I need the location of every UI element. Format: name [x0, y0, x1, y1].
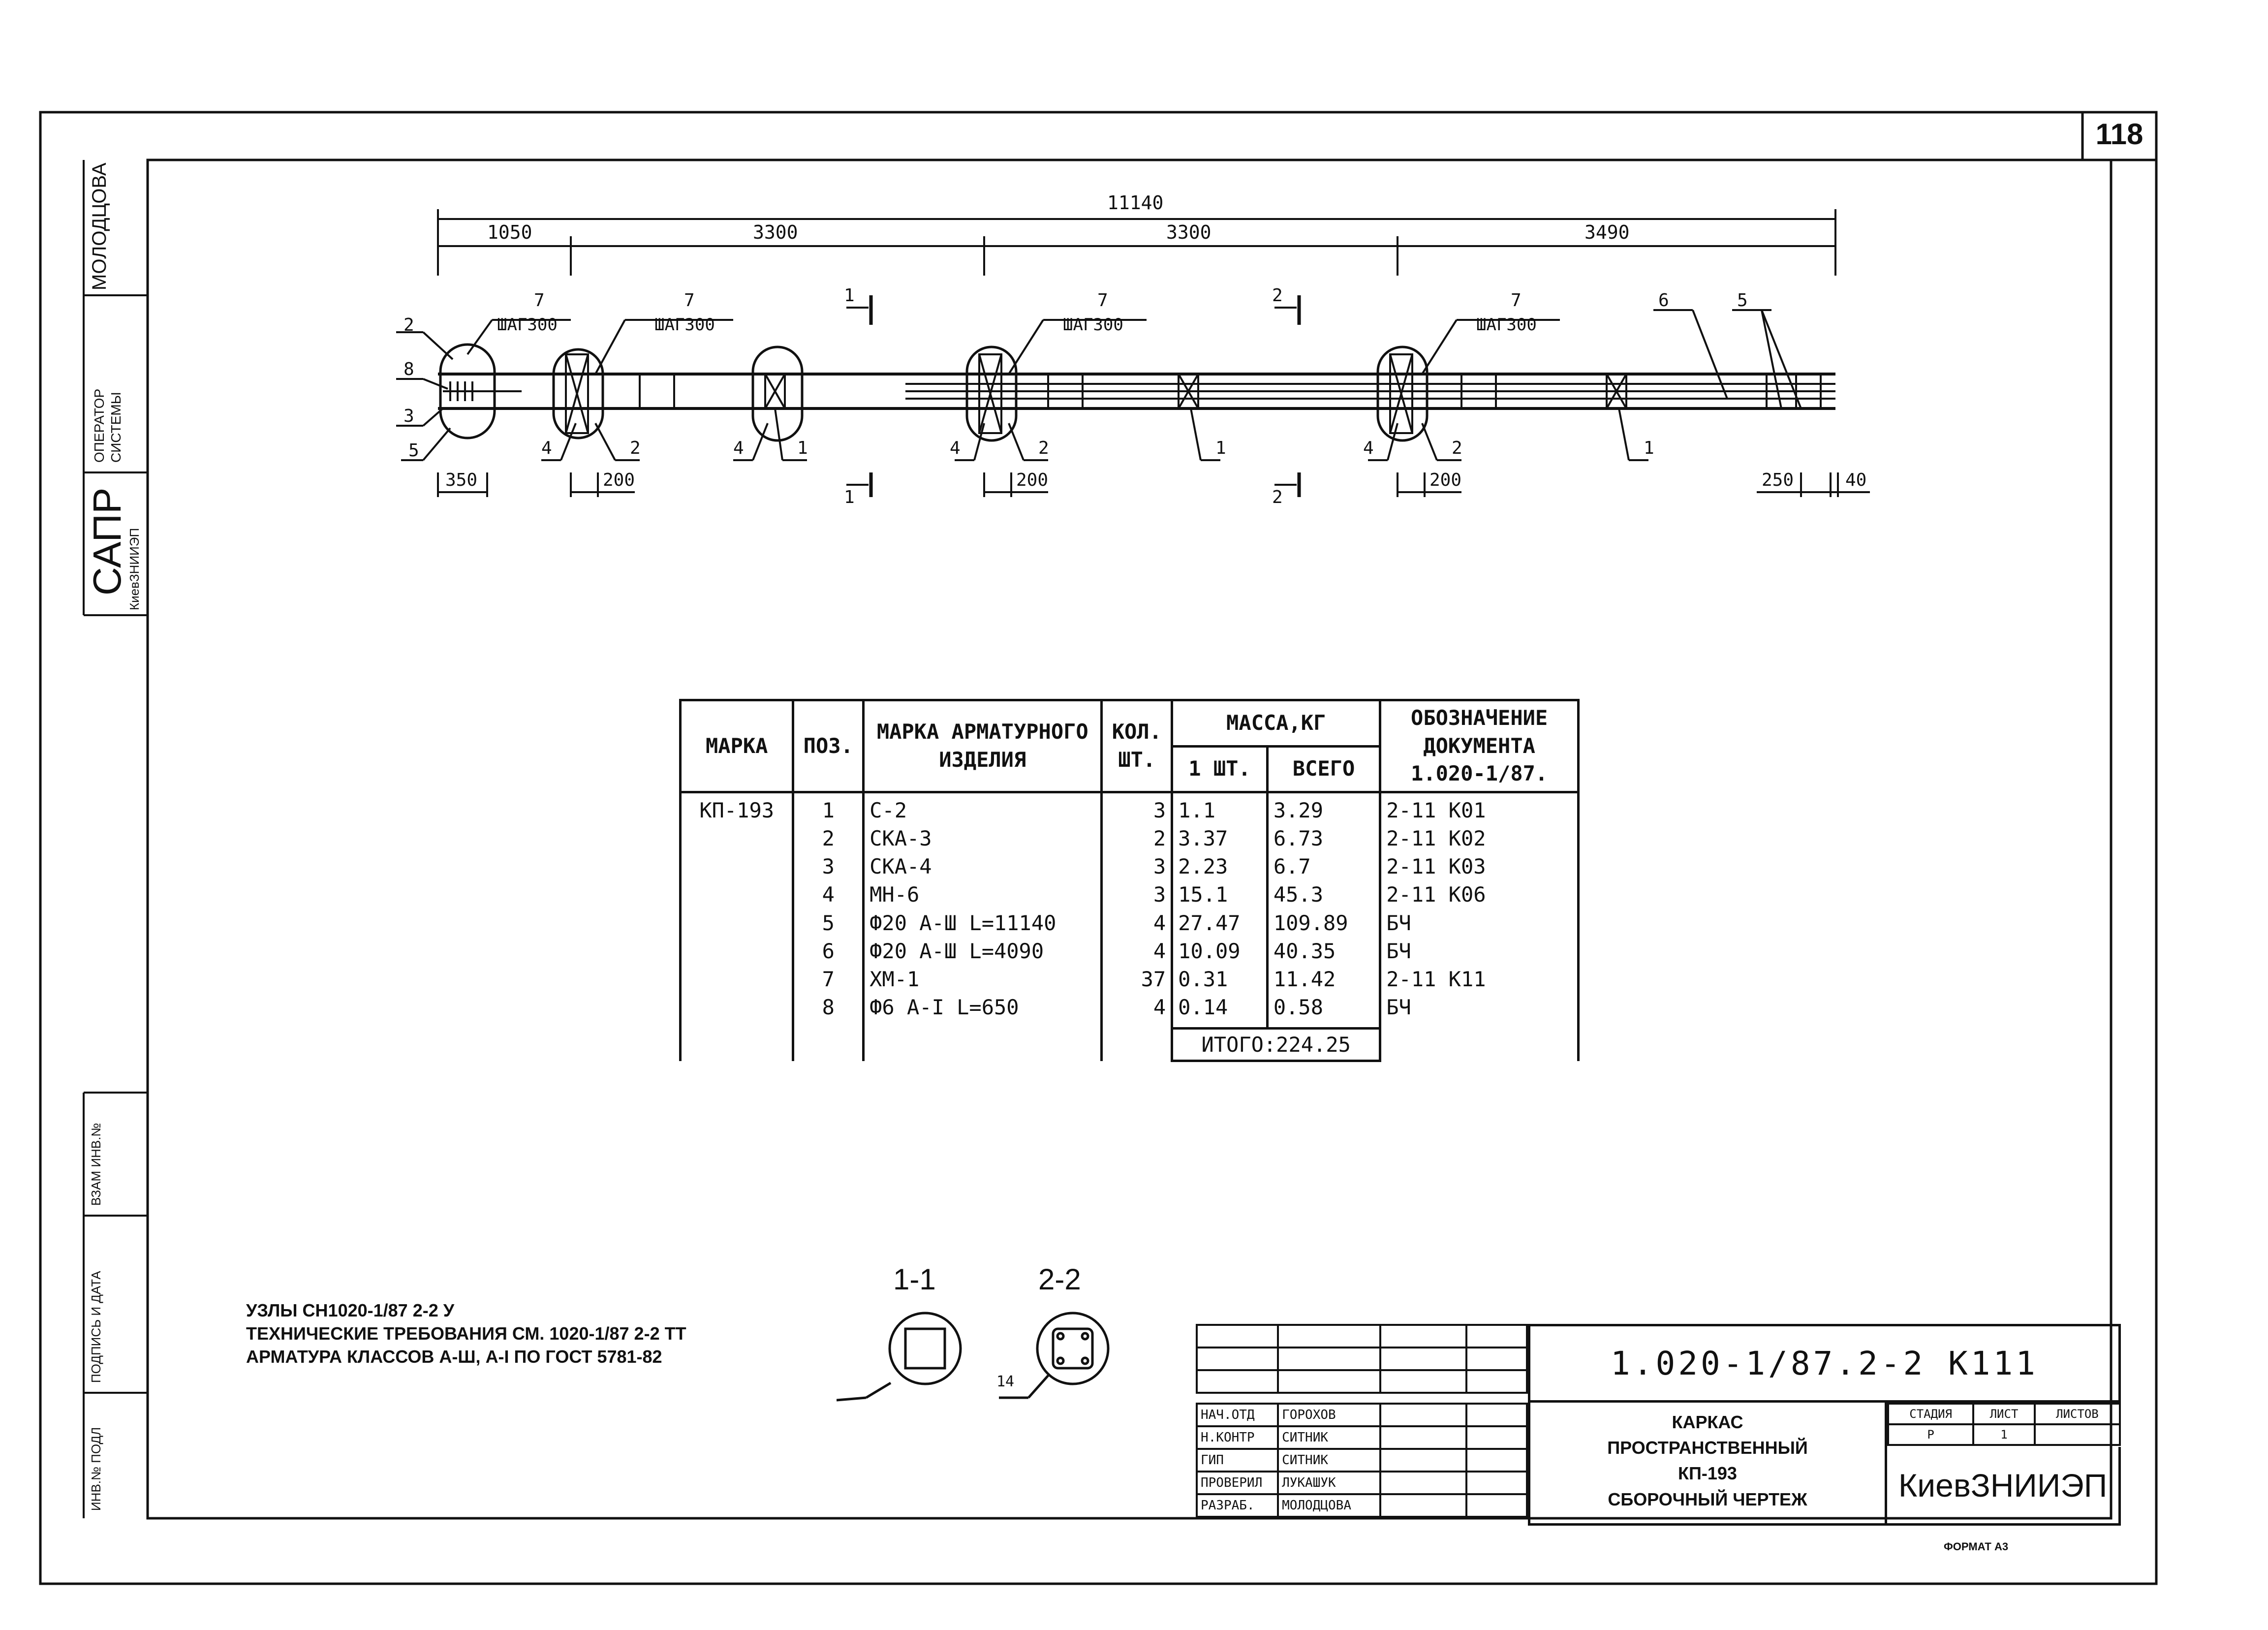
- callout-6: 6: [1658, 290, 1669, 311]
- col-item: С-2 СКА-3 СКА-4 МН-6 Ф20 А-Ш L=11140 Ф20 А-Ш L=4090 ХМ-1 Ф6 А-I L=650: [864, 792, 1102, 1061]
- callout-2b: 2: [1038, 438, 1049, 458]
- dim-bottom-3: 200: [1016, 470, 1049, 490]
- callout-2-left: 2: [404, 315, 414, 335]
- dim-bottom-1: 350: [445, 470, 478, 490]
- dim-bottom-2: 200: [603, 470, 635, 490]
- strip-sapr-sub: КиевЗНИИЭП: [127, 528, 142, 610]
- cut-mark-2-bottom: 2: [1272, 487, 1283, 507]
- callout-8: 8: [404, 359, 414, 379]
- pitch-label-b: ШАГ300: [654, 315, 715, 335]
- cage-elevation: [0, 0, 2268, 541]
- specification-table: [679, 699, 1580, 1062]
- col-pos: 1 2 3 4 5 6 7 8: [793, 792, 864, 1061]
- dim-seg-1: 1050: [487, 221, 532, 243]
- callout-2a: 2: [630, 438, 641, 458]
- section-1-1-label: 1-1: [893, 1263, 936, 1296]
- dim-overall: 11140: [1107, 192, 1164, 214]
- strip-sign-date: ПОДПИСЬ И ДАТА: [89, 1271, 103, 1383]
- callout-5-left: 5: [408, 440, 419, 461]
- stamp-grid-top: [1196, 1324, 1528, 1394]
- format-label: ФОРМАТ А3: [1944, 1540, 2009, 1553]
- dim-seg-3: 3300: [1166, 221, 1212, 243]
- strip-sapr: САПР: [85, 487, 129, 596]
- hdr-mass: МАССА,КГ: [1172, 700, 1380, 747]
- cut-mark-1-top: 1: [844, 285, 855, 306]
- callout-2c: 2: [1452, 438, 1462, 458]
- callout-7a: 7: [534, 290, 545, 311]
- cell-total: ИТОГО:224.25: [1172, 1029, 1380, 1061]
- dim-bottom-6: 40: [1845, 470, 1867, 490]
- hdr-qty: КОЛ. ШТ.: [1102, 700, 1172, 792]
- cut-mark-2-top: 2: [1272, 285, 1283, 306]
- col-doc: 2-11 К01 2-11 К02 2-11 К03 2-11 К06 БЧ БЧ 2-11 К11 БЧ: [1380, 792, 1579, 1061]
- pitch-label-c: ШАГ300: [1063, 315, 1123, 335]
- document-code: 1.020-1/87.2-2 К111: [1528, 1324, 2121, 1403]
- hdr-doc: ОБОЗНАЧЕНИЕ ДОКУМЕНТА 1.020-1/87.: [1380, 700, 1579, 792]
- callout-1a: 1: [797, 438, 808, 458]
- dim-bottom-4: 200: [1429, 470, 1462, 490]
- cell-marka: КП-193: [681, 792, 793, 1061]
- hdr-mass-one: 1 ШТ.: [1172, 746, 1268, 792]
- callout-7d: 7: [1511, 290, 1522, 311]
- callout-1c: 1: [1644, 438, 1654, 458]
- general-notes: УЗЛЫ СН1020-1/87 2-2 У ТЕХНИЧЕСКИЕ ТРЕБОВАНИЯ СМ. 1020-1/87 2-2 ТТ АРМАТУРА КЛАССОВ А-Ш, А-I ПО ГОСТ 5781-82: [246, 1300, 686, 1367]
- hdr-item-mark: МАРКА АРМАТУРНОГО ИЗДЕЛИЯ: [864, 700, 1102, 792]
- callout-4d: 4: [1363, 438, 1374, 458]
- section-leader-label: 14: [996, 1373, 1015, 1390]
- section-2-2-label: 2-2: [1038, 1263, 1081, 1296]
- col-mass-total: 3.29 6.73 6.7 45.3 109.89 40.35 11.42 0.58: [1267, 792, 1380, 1029]
- callout-7c: 7: [1097, 290, 1108, 311]
- callout-1b: 1: [1215, 438, 1226, 458]
- title-block: [1196, 1324, 2121, 1526]
- dim-seg-2: 3300: [753, 221, 798, 243]
- document-title: КАРКАС ПРОСТРАНСТВЕННЫЙ КП-193 СБОРОЧНЫЙ ЧЕРТЕЖ: [1528, 1403, 1887, 1526]
- sheet-number: 118: [2095, 118, 2144, 151]
- stamp-signatures: НАЧ.ОТД ГОРОХОВ Н.КОНТР СИТНИК ГИП СИТНИК ПРОВЕРИЛ ЛУКАШУК РАЗРАБ. МОЛОДЦОВА: [1196, 1403, 1528, 1518]
- sheet-info: СТАДИЯ ЛИСТ ЛИСТОВ Р 1: [1887, 1403, 2121, 1447]
- strip-name: МОЛОДЦОВА: [89, 162, 110, 290]
- callout-5-right: 5: [1737, 290, 1748, 311]
- callout-4c: 4: [950, 438, 961, 458]
- cut-mark-1-bottom: 1: [844, 487, 855, 507]
- strip-operator: ОПЕРАТОР СИСТЕМЫ: [92, 388, 124, 463]
- hdr-marka: МАРКА: [681, 700, 793, 792]
- callout-7b: 7: [684, 290, 695, 311]
- dim-bottom-5: 250: [1762, 470, 1794, 490]
- pitch-label-a: ШАГ300: [497, 315, 558, 335]
- pitch-label-d: ШАГ300: [1476, 315, 1537, 335]
- hdr-mass-total: ВСЕГО: [1267, 746, 1380, 792]
- dim-seg-4: 3490: [1584, 221, 1630, 243]
- col-qty: 3 2 3 3 4 4 37 4: [1102, 792, 1172, 1061]
- callout-4a: 4: [541, 438, 552, 458]
- hdr-pos: ПОЗ.: [793, 700, 864, 792]
- organization-name: КиевЗНИИЭП: [1887, 1447, 2121, 1526]
- callout-4b: 4: [733, 438, 744, 458]
- strip-inv-podl: ИНВ.№ ПОДЛ: [89, 1427, 103, 1511]
- col-mass-one: 1.1 3.37 2.23 15.1 27.47 10.09 0.31 0.14: [1172, 792, 1268, 1029]
- callout-3: 3: [404, 406, 414, 426]
- strip-inv-zam: ВЗАМ ИНВ.№: [89, 1123, 103, 1206]
